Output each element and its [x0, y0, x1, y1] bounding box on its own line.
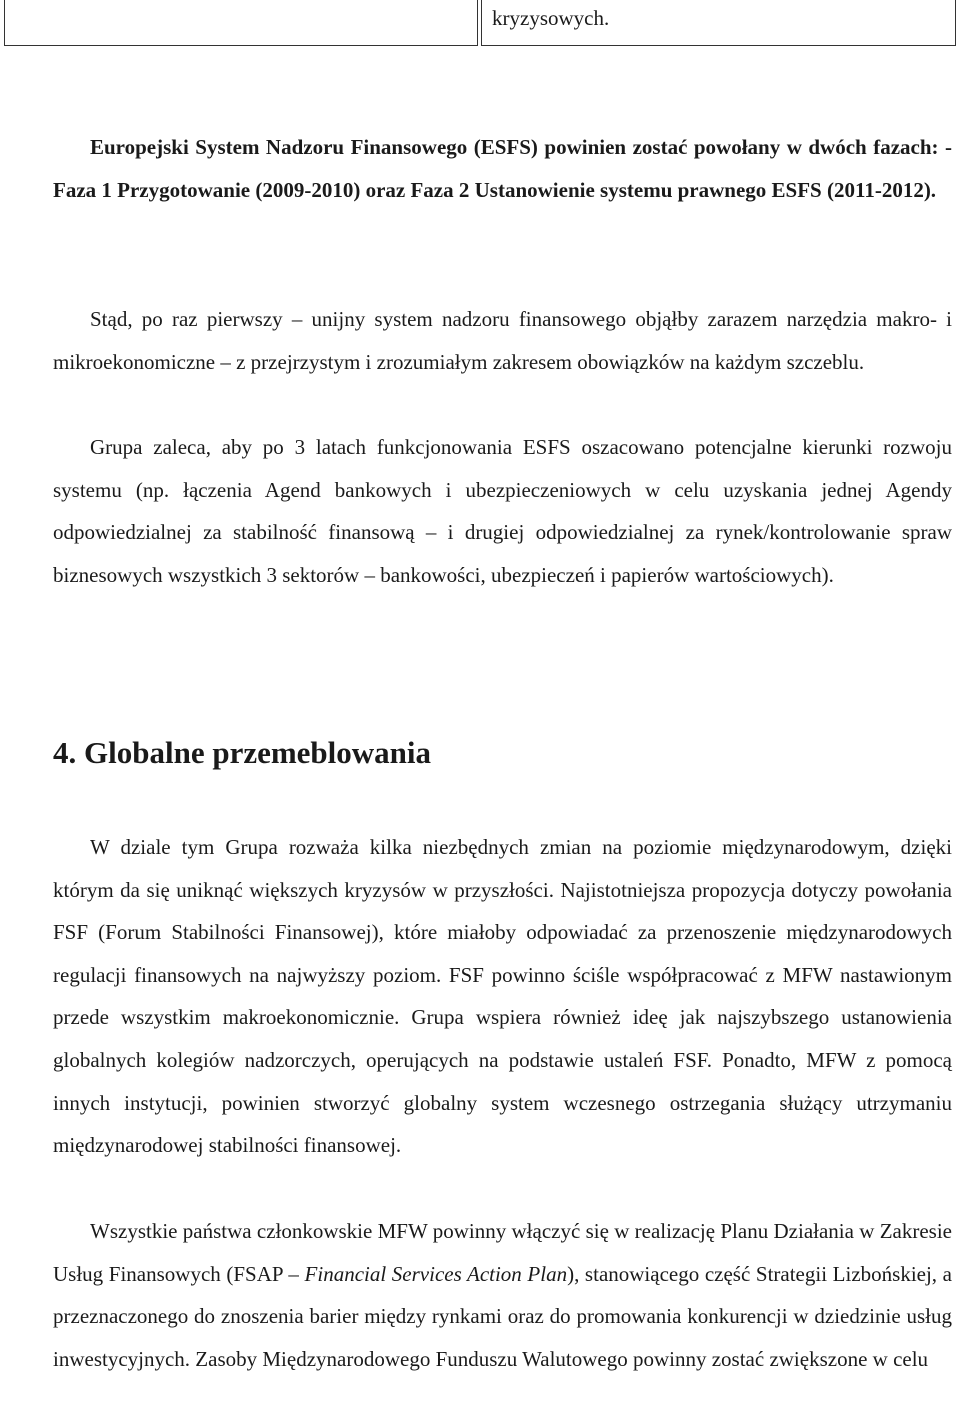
fsap-italic-name: Financial Services Action Plan: [304, 1261, 568, 1286]
table-fragment: [4, 0, 956, 46]
paragraph-global-changes: W dziale tym Grupa rozważa kilka niezbędnych zmian na poziomie międzynarodowym, dzięki którym da się uniknąć większych kryzysów w przyszłości. Najistotniejsza propozycja dotyczy powołania FSF (Forum Stabilności Finansowej), które miałoby odpowiadać za przenoszenie międzynarodowych regulacji finansowych na najwyższy poziom. FSF powinno ściśle współpracować z MFW nastawionym przede wszystkim makroekonomicznie. Grupa wspiera również ideę jak najszybszego ustanowienia globalnych kolegiów nadzorczych, operujących na podstawie ustaleń FSF. Ponadto, MFW z pomocą innych instytucji, powinien stworzyć globalny system wczesnego ostrzegania służący utrzymaniu międzynarodowej stabilności finansowej.: [53, 835, 952, 1158]
table-cell-text: kryzysowych.: [492, 6, 610, 30]
paragraph-esfs-phases: Europejski System Nadzoru Finansowego (ESFS) powinien zostać powołany w dwóch fazach: - Faza 1 Przygotowanie (2009-2010) oraz Faza 2 Ustanowienie systemu prawnego ESFS (2011-2012).: [53, 135, 952, 202]
fsap-text-after: ), stanowiącego część Strategii Lizbońskiej, a przeznaczonego do znoszenia barier między rynkami oraz do promowania konkurencji w dziedzinie usług inwestycyjnych. Zasoby Międzynarodowego Funduszu Walutowego powinny zostać zwiększone w celu: [53, 1261, 952, 1371]
paragraph-fsap: [53, 1210, 952, 1380]
fsap-text-before: Wszystkie państwa członkowskie MFW powinny włączyć się w realizację Planu Działania w Zakresie Usług Finansowych (FSAP –: [53, 1219, 952, 1286]
paragraph-supervision-tools: Stąd, po raz pierwszy – unijny system nadzoru finansowego objąłby zarazem narzędzia makro- i mikroekonomiczne – z przejrzystym i zrozumiałym zakresem obowiązków na każdym szczeblu.: [53, 307, 952, 374]
table-cell-right: [481, 0, 956, 46]
table-cell-left: [4, 0, 478, 46]
paragraph-group-recommendation: Grupa zaleca, aby po 3 latach funkcjonowania ESFS oszacowano potencjalne kierunki rozwoju systemu (np. łączenia Agend bankowych i ubezpieczeniowych w celu uzyskania jednej Agendy odpowiedzialnej za stabilność finansową – i drugiej odpowiedzialnej za rynek/kontrolowanie spraw biznesowych wszystkich 3 sektorów – bankowości, ubezpieczeń i papierów wartościowych).: [53, 435, 952, 587]
section-heading: 4. Globalne przemeblowania: [53, 735, 432, 770]
